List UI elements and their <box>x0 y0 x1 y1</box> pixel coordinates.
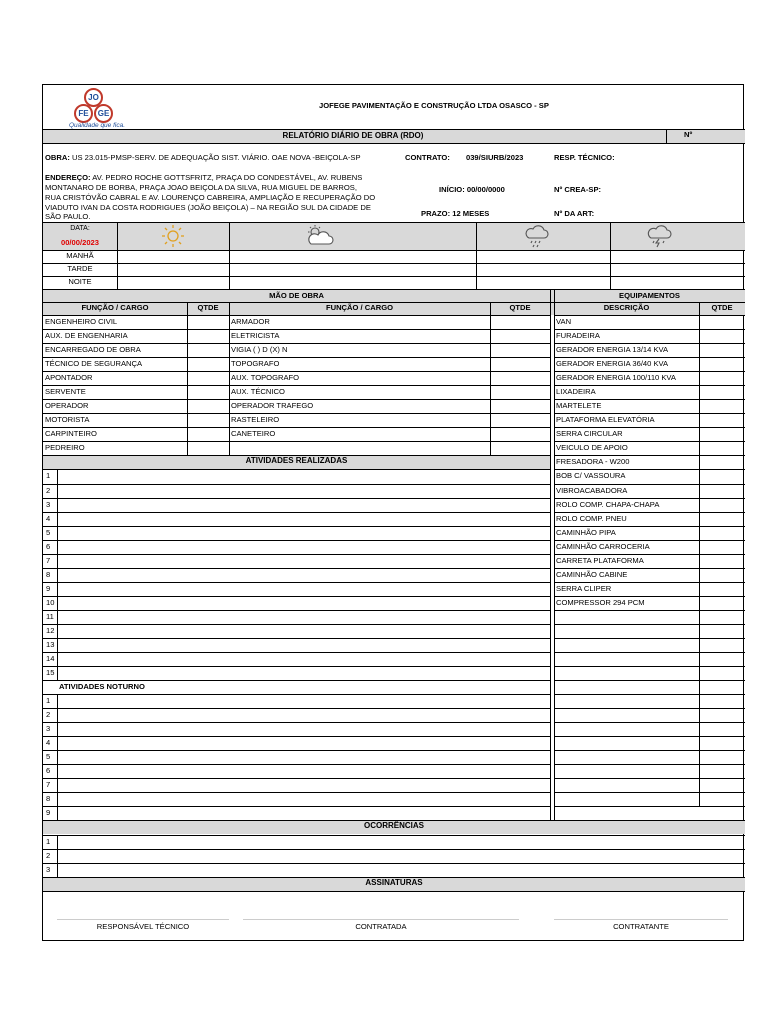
atividade-number: 8 <box>46 569 51 579</box>
logo-tagline: Qualidade que fica. <box>69 122 126 129</box>
ocorrencia-number: 3 <box>46 864 51 874</box>
sun-icon <box>159 224 187 248</box>
equipment-item: PLATAFORMA ELEVATÓRIA <box>556 415 655 425</box>
noturno-number: 4 <box>46 738 51 748</box>
mao-obra-item-right: TOPOGRAFO <box>231 359 280 369</box>
atividade-number: 12 <box>46 625 55 635</box>
atividade-number: 3 <box>46 499 51 509</box>
noturno-number: 3 <box>46 724 51 734</box>
atividade-number: 5 <box>46 527 51 537</box>
equipment-item: CAMINHÃO CARROCERIA <box>556 541 650 551</box>
endereco-line-2: RUA CRISTÓVÃO CABRAL E AV. LOURENÇO CABREIRA, AMPLIAÇÃO E RECUPERAÇÃO DO <box>45 193 376 202</box>
mao-obra-item-right: VIGIA ( ) D (X) N <box>231 345 288 355</box>
logo-jo: JO <box>84 88 103 107</box>
noturno-number: 2 <box>46 710 51 720</box>
mao-obra-item-left: AUX. DE ENGENHARIA <box>45 331 128 340</box>
equipment-item: SERRA CIRCULAR <box>556 429 623 439</box>
equipment-item: LIXADEIRA <box>556 387 596 397</box>
atividade-number: 6 <box>46 541 51 551</box>
mao-obra-item-right: AUX. TÉCNICO <box>231 387 285 397</box>
equipment-item: CAMINHÃO PIPA <box>556 527 616 537</box>
equipment-item: COMPRESSOR 294 PCM <box>556 597 645 607</box>
equipment-item: FRESADORA - W200 <box>556 457 630 467</box>
ocorrencia-number: 2 <box>46 850 51 860</box>
noturno-number: 9 <box>46 808 51 818</box>
col-qtde-right: QTDE <box>509 303 531 312</box>
contrato-line <box>405 153 523 163</box>
equipment-item: GERADOR ENERGIA 36/40 KVA <box>556 359 669 369</box>
noturno-number: 8 <box>46 794 51 804</box>
mao-obra-item-right: CANETEIRO <box>231 429 276 439</box>
endereco-line-0 <box>45 173 362 183</box>
ocorrencia-number: 1 <box>46 836 51 846</box>
mao-obra-item-right: ARMADOR <box>231 317 270 326</box>
col-qtde-equip: QTDE <box>711 303 733 312</box>
equipment-item: VAN <box>556 317 572 326</box>
atividades-noturno-title: ATIVIDADES NOTURNO <box>59 682 145 691</box>
noturno-number: 7 <box>46 780 51 790</box>
noturno-number: 6 <box>46 766 51 776</box>
equipment-item: VEICULO DE APOIO <box>556 443 628 453</box>
storm-cloud-icon <box>645 224 675 249</box>
period-manha: MANHÃ <box>66 251 94 260</box>
mao-de-obra-title: MÃO DE OBRA <box>269 291 324 300</box>
mao-obra-item-right: OPERADOR TRAFEGO <box>231 401 314 411</box>
contrato-value: 039/SIURB/2023 <box>465 153 524 162</box>
mao-obra-item-left: MOTORISTA <box>45 415 90 425</box>
mao-obra-item-right: RASTELEIRO <box>231 415 280 425</box>
atividade-number: 4 <box>46 513 51 523</box>
equipment-item: CARRETA PLATAFORMA <box>556 555 644 565</box>
col-qtde-left: QTDE <box>197 303 219 312</box>
obra-label: OBRA: <box>45 153 70 162</box>
signature-responsavel: RESPONSÁVEL TÉCNICO <box>57 919 229 932</box>
obra-value: US 23.015-PMSP-SERV. DE ADEQUAÇÃO SIST. VIÁRIO. OAE NOVA -BEIÇOLA-SP <box>72 153 361 162</box>
resp-tecnico-label: RESP. TÉCNICO: <box>554 153 615 162</box>
equipment-item: SERRA CLIPER <box>556 583 612 593</box>
mao-obra-item-left: ENCARREGADO DE OBRA <box>45 345 141 355</box>
atividade-number: 10 <box>46 597 55 607</box>
endereco-line-3: VIADUTO IVAN DA COSTA RODRIGUES (JOÃO BEIÇOLA) – NA REGIÃO SUL DA CIDADE DE <box>45 203 371 212</box>
company-name: JOFEGE PAVIMENTAÇÃO E CONSTRUÇÃO LTDA OSASCO - SP <box>319 101 549 110</box>
endereco-label: ENDEREÇO: <box>45 173 91 182</box>
atividade-number: 11 <box>46 611 54 621</box>
mao-obra-item-left: OPERADOR <box>45 401 89 411</box>
logo-ge: GE <box>94 104 113 123</box>
equipment-item: BOB C/ VASSOURA <box>556 471 626 481</box>
inicio-value: INÍCIO: 00/00/0000 <box>439 185 505 194</box>
atividades-title: ATIVIDADES REALIZADAS <box>245 456 348 466</box>
col-funcao-left: FUNÇÃO / CARGO <box>81 303 149 312</box>
atividade-number: 14 <box>46 654 55 663</box>
noturno-number: 5 <box>46 752 51 762</box>
period-tarde: TARDE <box>67 264 93 273</box>
signature-contratada: CONTRATADA <box>243 919 519 932</box>
equipment-item: MARTELETE <box>556 401 602 411</box>
period-noite: NOITE <box>68 277 92 286</box>
logo-fe: FE <box>74 104 93 123</box>
noturno-number: 1 <box>46 696 51 706</box>
atividade-number: 13 <box>46 639 55 649</box>
mao-obra-item-left: ENGENHEIRO CIVIL <box>45 317 118 326</box>
art-label: Nº DA ART: <box>554 209 595 218</box>
atividade-number: 2 <box>46 485 51 495</box>
col-funcao-right: FUNÇÃO / CARGO <box>325 303 394 312</box>
mao-obra-item-right: ELETRICISTA <box>231 331 280 340</box>
mao-obra-item-left: APONTADOR <box>45 373 93 383</box>
assinaturas-title: ASSINATURAS <box>365 877 423 887</box>
prazo-value: PRAZO: 12 MESES <box>421 209 490 218</box>
atividade-number: 15 <box>46 668 55 677</box>
equipment-item: ROLO COMP. PNEU <box>556 513 627 523</box>
equipment-item: CAMINHÃO CABINE <box>556 569 628 579</box>
obra-line <box>45 153 361 163</box>
atividade-number: 9 <box>46 583 51 593</box>
ocorrencias-title: OCORRÊNCIAS <box>363 821 424 831</box>
data-label: DATA: <box>70 225 90 232</box>
partly-cloudy-icon <box>303 224 335 248</box>
mao-obra-item-left: SERVENTE <box>45 387 86 397</box>
col-descricao: DESCRIÇÃO <box>603 303 650 312</box>
mao-obra-item-left: PEDREIRO <box>45 443 85 453</box>
contrato-label: CONTRATO: <box>405 153 450 162</box>
report-number-label: Nº <box>684 130 693 139</box>
data-value: 00/00/2023 <box>60 238 99 247</box>
equipamentos-title: EQUIPAMENTOS <box>619 291 680 300</box>
crea-label: Nº CREA-SP: <box>554 185 602 194</box>
mao-obra-item-left: TÉCNICO DE SEGURANÇA <box>45 359 143 369</box>
equipment-item: ROLO COMP. CHAPA-CHAPA <box>556 499 660 509</box>
endereco-text-0: AV. PEDRO ROCHE GOTTSFRITZ, PRAÇA DO CONDESTÁVEL, AV. RUBENS <box>92 173 363 182</box>
endereco-line-1: MONTANARO DE BORBA, PRAÇA JOAO BEIÇOLA DA SILVA, RUA MIGUEL DE BARROS, <box>45 183 357 192</box>
rain-cloud-icon <box>523 224 551 249</box>
report-title: RELATÓRIO DIÁRIO DE OBRA (RDO) <box>282 131 424 140</box>
mao-obra-item-right: AUX. TOPOGRAFO <box>231 373 300 383</box>
endereco-line-4: SÃO PAULO. <box>45 212 91 221</box>
atividade-number: 7 <box>46 555 51 565</box>
equipment-item: VIBROACABADORA <box>556 485 628 495</box>
equipment-item: FURADEIRA <box>556 331 600 340</box>
rdo-sheet <box>42 84 744 941</box>
equipment-item: GERADOR ENERGIA 13/14 KVA <box>556 345 669 355</box>
mao-obra-item-left: CARPINTEIRO <box>45 429 97 439</box>
equipment-item: GERADOR ENERGIA 100/110 KVA <box>556 373 677 383</box>
atividade-number: 1 <box>46 471 51 481</box>
signature-contratante: CONTRATANTE <box>554 919 728 932</box>
